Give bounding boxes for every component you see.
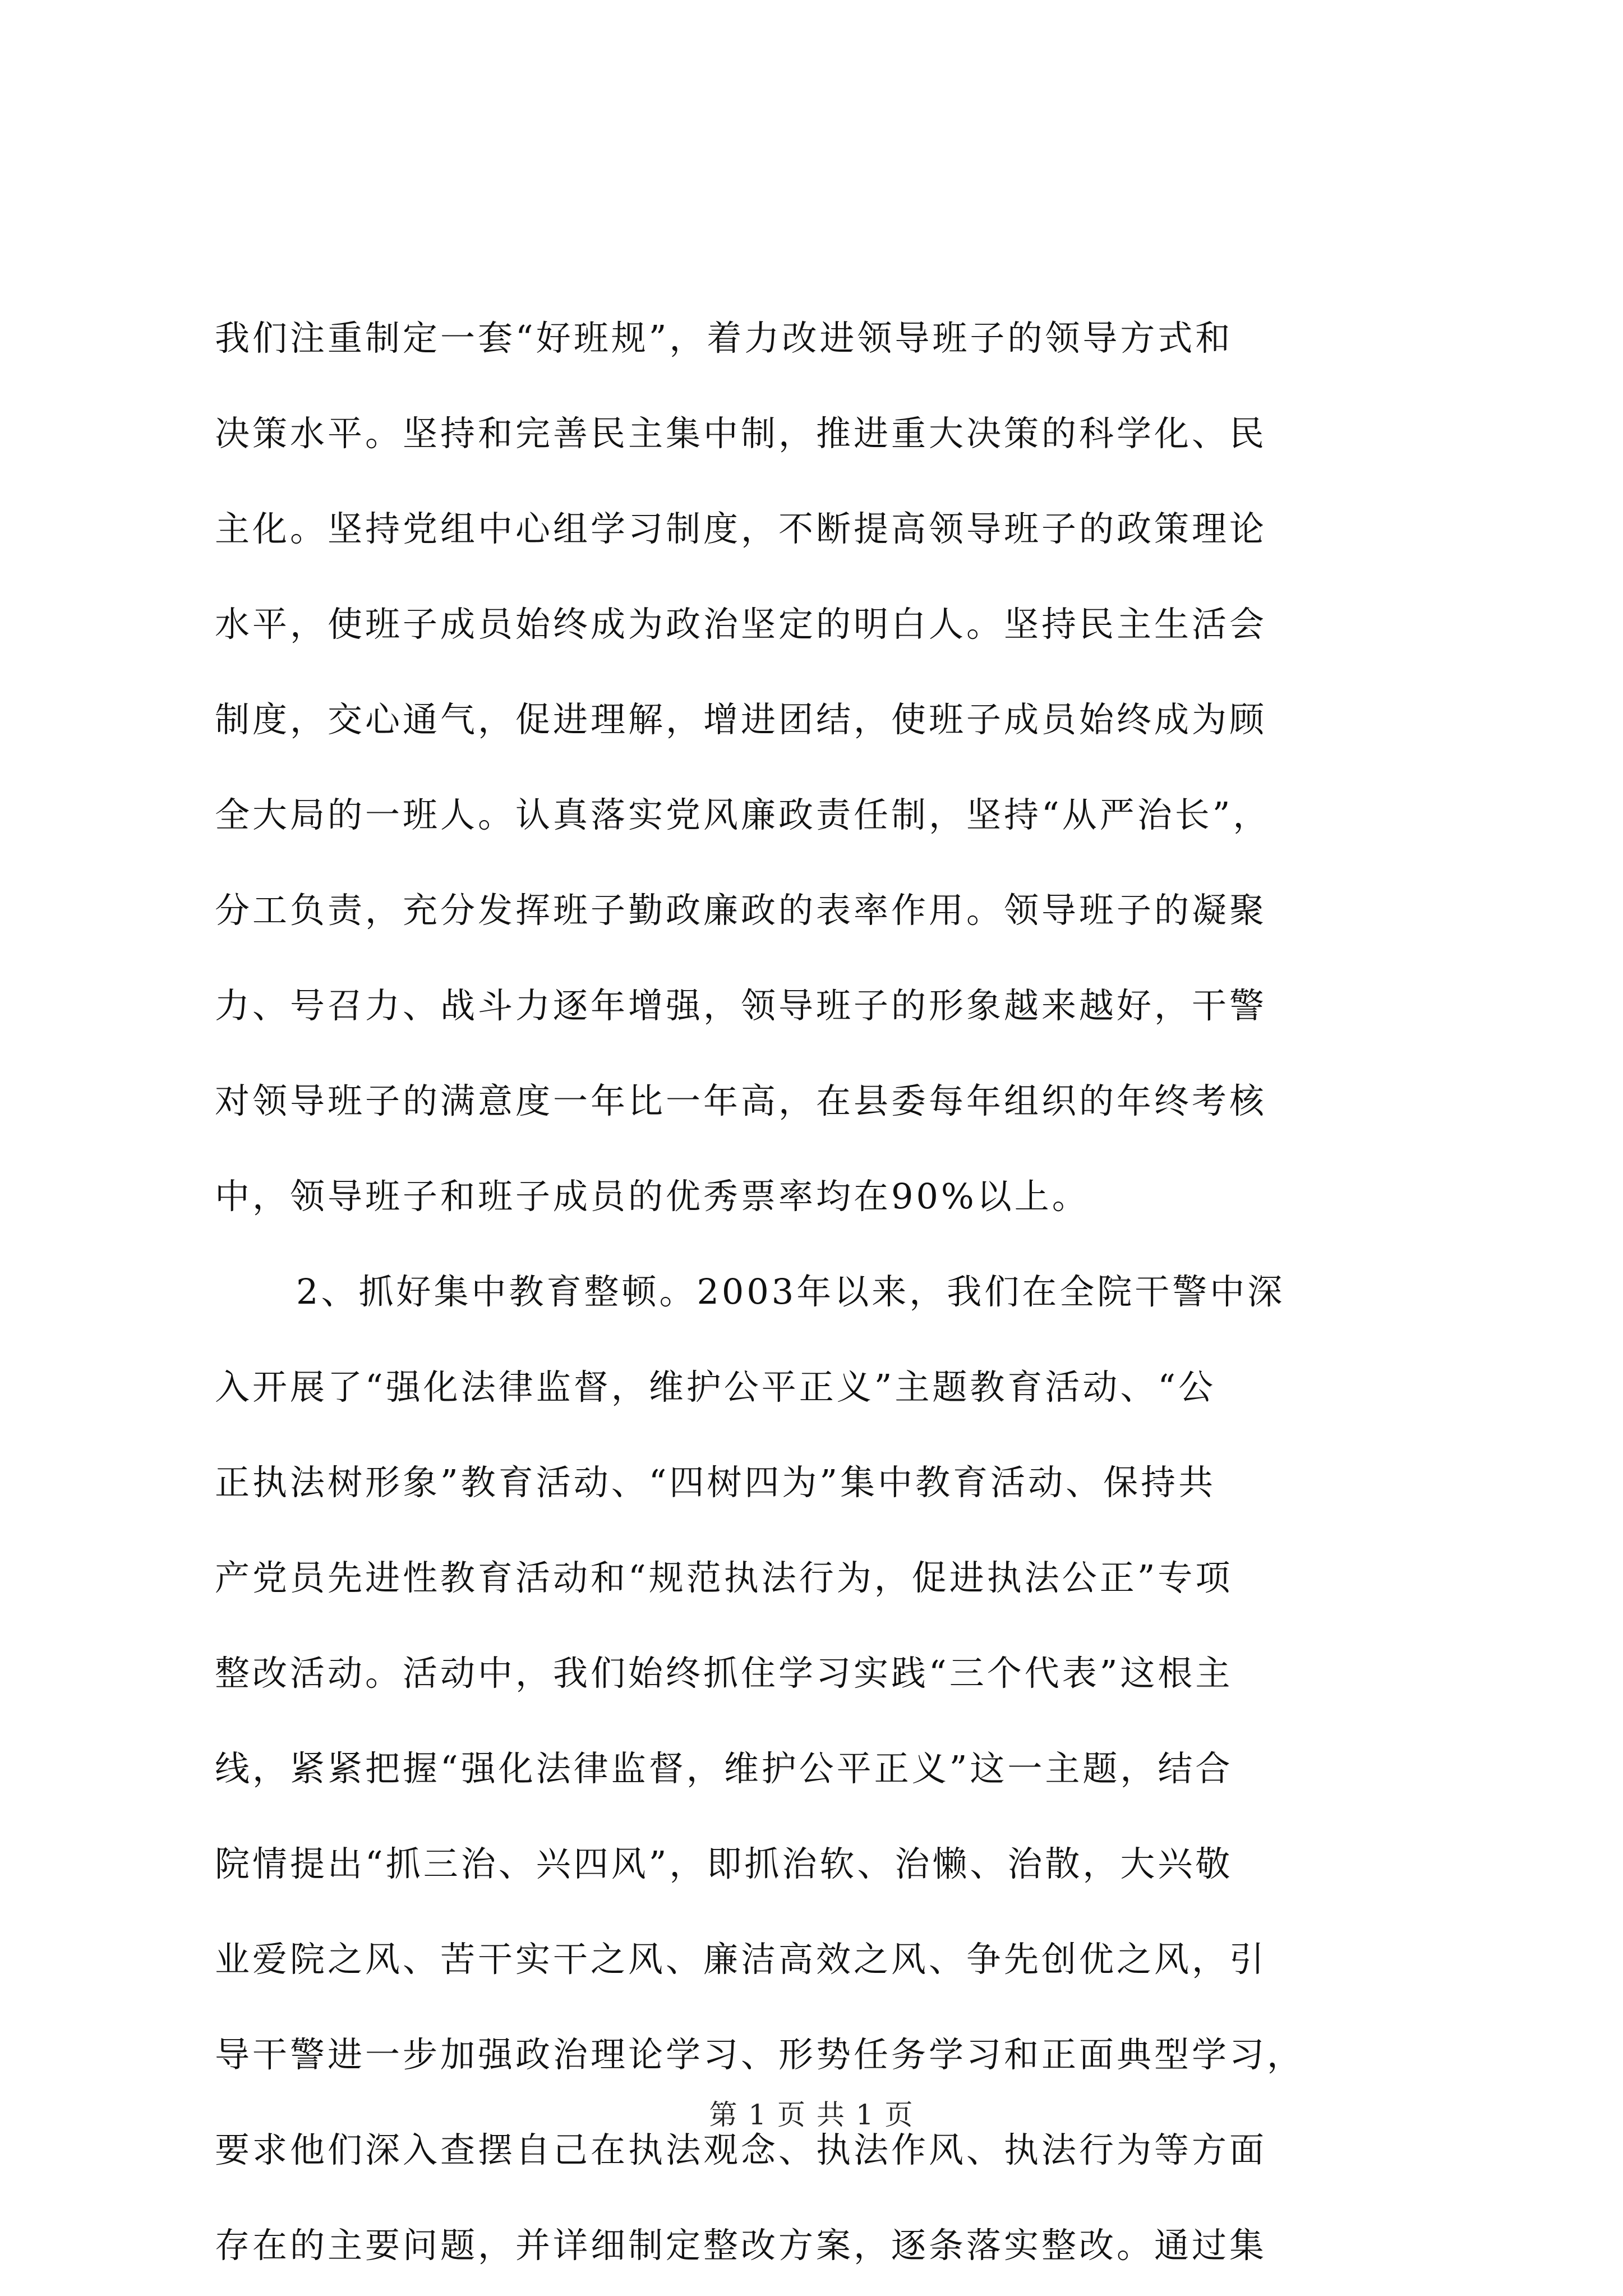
text-line: 存在的主要问题，并详细制定整改方案，逐条落实整改。通过集 — [215, 2225, 1267, 2266]
text-line: 业爱院之风、苦干实干之风、廉洁高效之风、争先创优之风，引 — [215, 1939, 1267, 1980]
paragraph-start-line: 2、抓好集中教育整顿。2003年以来，我们在全院干警中深 — [296, 1271, 1285, 1312]
text-line: 对领导班子的满意度一年比一年高，在县委每年组织的年终考核 — [215, 1080, 1267, 1121]
text-line: 全大局的一班人。认真落实党风廉政责任制，坚持“从严治长”， — [215, 794, 1271, 835]
text-line: 院情提出“抓三治、兴四风”，即抓治软、治懒、治散，大兴敬 — [215, 1843, 1233, 1884]
text-line: 中，领导班子和班子成员的优秀票率均在90%以上。 — [215, 1176, 1090, 1217]
text-line: 要求他们深入查摆自己在执法观念、执法作风、执法行为等方面 — [215, 2129, 1267, 2170]
page-footer — [0, 2095, 1623, 2134]
text-line: 产党员先进性教育活动和“规范执法行为，促进执法公正”专项 — [215, 1557, 1233, 1598]
text-line: 导干警进一步加强政治理论学习、形势任务学习和正面典型学习， — [215, 2034, 1305, 2075]
text-line: 决策水平。坚持和完善民主集中制，推进重大决策的科学化、民 — [215, 413, 1267, 454]
text-line: 分工负责，充分发挥班子勤政廉政的表率作用。领导班子的凝聚 — [215, 890, 1267, 931]
page-number-label: 第 1 页 共 1 页 — [709, 2099, 914, 2131]
text-line: 入开展了“强化法律监督，维护公平正义”主题教育活动、“公 — [215, 1366, 1216, 1407]
body-text — [215, 291, 1419, 2293]
text-line: 制度，交心通气，促进理解，增进团结，使班子成员始终成为顾 — [215, 699, 1267, 740]
text-line: 整改活动。活动中，我们始终抓住学习实践“三个代表”这根主 — [215, 1653, 1233, 1694]
text-line: 我们注重制定一套“好班规”，着力改进领导班子的领导方式和 — [215, 318, 1233, 358]
text-line: 线，紧紧把握“强化法律监督，维护公平正义”这一主题，结合 — [215, 1748, 1233, 1789]
text-line: 主化。坚持党组中心组学习制度，不断提高领导班子的政策理论 — [215, 508, 1267, 549]
text-line: 水平，使班子成员始终成为政治坚定的明白人。坚持民主生活会 — [215, 604, 1267, 645]
text-line: 正执法树形象”教育活动、“四树四为”集中教育活动、保持共 — [215, 1462, 1216, 1503]
text-line: 力、号召力、战斗力逐年增强，领导班子的形象越来越好，干警 — [215, 985, 1267, 1026]
